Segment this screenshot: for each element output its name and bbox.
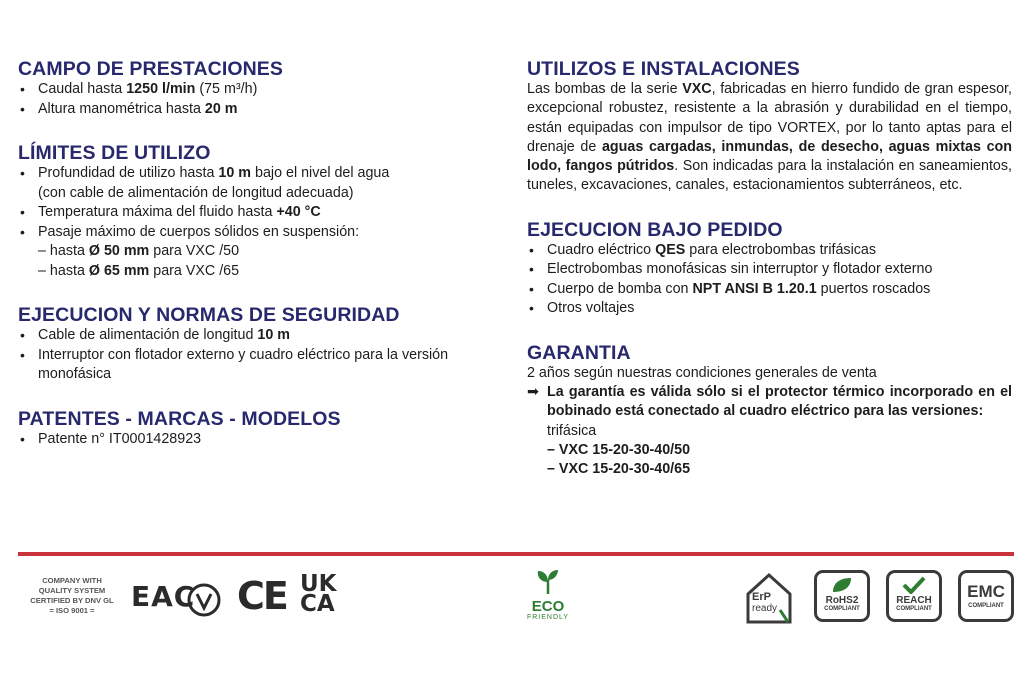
ukca-mark <box>300 571 337 617</box>
eac-mark: EAC <box>131 580 196 613</box>
list-subitem <box>18 242 508 262</box>
pedido-list <box>527 241 1012 319</box>
utilizos-title: UTILIZOS E INSTALACIONES <box>527 58 800 80</box>
footer-logos <box>0 566 1024 636</box>
trifasica-label: trifásica <box>547 422 597 439</box>
left-column <box>18 58 508 472</box>
utilizos-paragraph <box>527 80 1012 196</box>
rohs-text: RoHS2 <box>825 595 859 606</box>
patentes-title: PATENTES - MARCAS - MODELOS <box>18 407 341 430</box>
emc-badge <box>958 570 1014 622</box>
item-text: Cuadro eléctrico <box>547 241 656 258</box>
limites-section <box>18 142 508 281</box>
item-text: Pasaje máximo de cuerpos sólidos en suspensión: <box>38 223 360 240</box>
rohs-sub: COMPLIANT <box>824 606 860 612</box>
ukr-cert-icon <box>186 582 222 618</box>
item-bold: QES <box>655 241 686 258</box>
item-bold: 10 m <box>218 165 252 181</box>
limites-title: LÍMITES DE UTILIZO <box>18 142 211 164</box>
erp-line: ErP <box>752 591 771 603</box>
item-bold: 20 m <box>204 100 238 117</box>
garantia-line: 2 años según nuestras condiciones generales de venta <box>527 364 877 381</box>
garantia-title: GARANTIA <box>527 341 631 364</box>
list-item <box>527 241 1012 261</box>
cert-line: QUALITY SYSTEM <box>38 586 106 595</box>
ukca-line: CA <box>300 591 335 617</box>
list-item <box>18 430 508 450</box>
item-text: Otros voltajes <box>547 300 635 317</box>
patentes-section <box>18 408 508 450</box>
item-bold: +40 °C <box>276 204 321 220</box>
list-item <box>18 100 508 120</box>
version-65: – VXC 15-20-30-40/65 <box>547 461 691 478</box>
eco-text: ECO <box>531 598 565 615</box>
erp-line: ready <box>752 603 778 614</box>
ejecucion-title: EJECUCION Y NORMAS DE SEGURIDAD <box>18 304 400 326</box>
item-text: – hasta <box>38 262 89 279</box>
ce-mark: CE <box>237 574 287 618</box>
item-text: bajo el nivel del agua <box>251 165 390 181</box>
item-bold: NPT ANSI B 1.20.1 <box>692 280 817 297</box>
campo-section <box>18 58 508 119</box>
item-text: Profundidad de utilizo hasta <box>38 165 219 181</box>
list-item <box>18 346 508 385</box>
cert-line: = ISO 9001 = <box>49 606 95 615</box>
item-text: – hasta <box>38 243 89 259</box>
ukca-line: UK <box>300 571 337 597</box>
patentes-list <box>18 430 508 450</box>
cert-line: COMPANY WITH <box>42 576 102 585</box>
item-text: Interruptor con flotador externo y cuadro eléctrico para la versión monofásica <box>38 346 449 382</box>
garantia-section <box>527 342 1012 480</box>
list-subitem <box>18 262 508 282</box>
list-item <box>18 80 508 100</box>
rohs2-badge <box>814 570 870 622</box>
cert-line: CERTIFIED BY DNV GL <box>30 596 114 605</box>
item-text: Temperatura máxima del fluido hasta <box>38 204 277 220</box>
item-bold: Ø 50 mm <box>88 243 150 259</box>
item-text: Caudal hasta <box>38 81 127 97</box>
ejecucion-list <box>18 326 508 385</box>
list-item <box>18 203 508 223</box>
reach-sub: COMPLIANT <box>896 606 932 612</box>
para-text: . Son indicadas para la instalación en saneamientos, tuneles, excavaciones, canales, estacionamientos subterráneos, etc. <box>527 158 1012 194</box>
reach-text: REACH <box>896 595 932 606</box>
pedido-title: EJECUCION BAJO PEDIDO <box>527 218 783 241</box>
para-bold: VXC <box>682 81 712 97</box>
emc-sub: COMPLIANT <box>968 603 1004 609</box>
item-text: Electrobombas monofásicas sin interruptor y flotador externo <box>547 261 933 278</box>
pedido-section <box>527 219 1012 319</box>
para-bold: aguas cargadas, inmundas, de desecho, aguas mixtas con lodo, fangos pútridos <box>527 138 1012 175</box>
eco-friendly-logo <box>520 568 576 621</box>
eco-sub-text: FRIENDLY <box>526 614 570 621</box>
plant-icon <box>534 568 562 594</box>
item-text: Cuerpo de bomba con <box>547 280 693 297</box>
emc-text: EMC <box>967 582 1005 601</box>
item-text: (con cable de alimentación de longitud adecuada) <box>38 184 354 201</box>
item-bold: 1250 l/min <box>126 81 196 97</box>
item-text: (75 m³/h) <box>195 81 258 97</box>
list-item <box>527 260 1012 280</box>
item-text: para electrobombas trifásicas <box>685 241 876 258</box>
version-50: – VXC 15-20-30-40/50 <box>547 441 691 458</box>
limites-list <box>18 164 508 281</box>
garantia-bold-text: La garantía es válida sólo si el protector térmico incorporado en el bobinado está conectado al cuadro eléctrico para las versiones: <box>547 384 1012 420</box>
item-text: Patente n° IT0001428923 <box>38 430 202 447</box>
item-text: para VXC /50 <box>149 243 240 259</box>
item-text: para VXC /65 <box>149 262 240 279</box>
list-item <box>527 280 1012 300</box>
reach-badge <box>886 570 942 622</box>
list-item <box>18 326 508 346</box>
item-text: Altura manométrica hasta <box>38 100 205 117</box>
list-item <box>18 164 508 203</box>
erp-ready-badge <box>744 570 794 626</box>
right-column <box>527 58 1012 503</box>
campo-list <box>18 80 508 119</box>
footer-divider <box>18 552 1014 556</box>
para-text: Las bombas de la serie <box>527 81 683 97</box>
campo-title: CAMPO DE PRESTACIONES <box>18 58 284 80</box>
list-item <box>18 223 508 243</box>
item-bold: 10 m <box>257 327 290 343</box>
item-text: puertos roscados <box>816 280 931 297</box>
utilizos-section <box>527 58 1012 196</box>
arrow-right-icon: ➡ <box>527 384 539 401</box>
erp-label <box>752 592 777 614</box>
leaf-icon <box>829 576 855 594</box>
para-text: , fabricadas en hierro fundido de gran espesor, excepcional robustez, resistente a la abrasión y durabilidad en el tiempo, están equipadas con impulsor de tipo VORTEX, por lo tanto aptas para el drenaje de <box>527 81 1012 155</box>
item-bold: Ø 65 mm <box>88 262 150 279</box>
item-text: Cable de alimentación de longitud <box>38 327 258 343</box>
iso-cert-text <box>22 576 122 616</box>
checkmark-icon <box>901 576 927 594</box>
ejecucion-section <box>18 304 508 385</box>
garantia-note <box>527 383 1012 422</box>
list-item <box>527 299 1012 319</box>
